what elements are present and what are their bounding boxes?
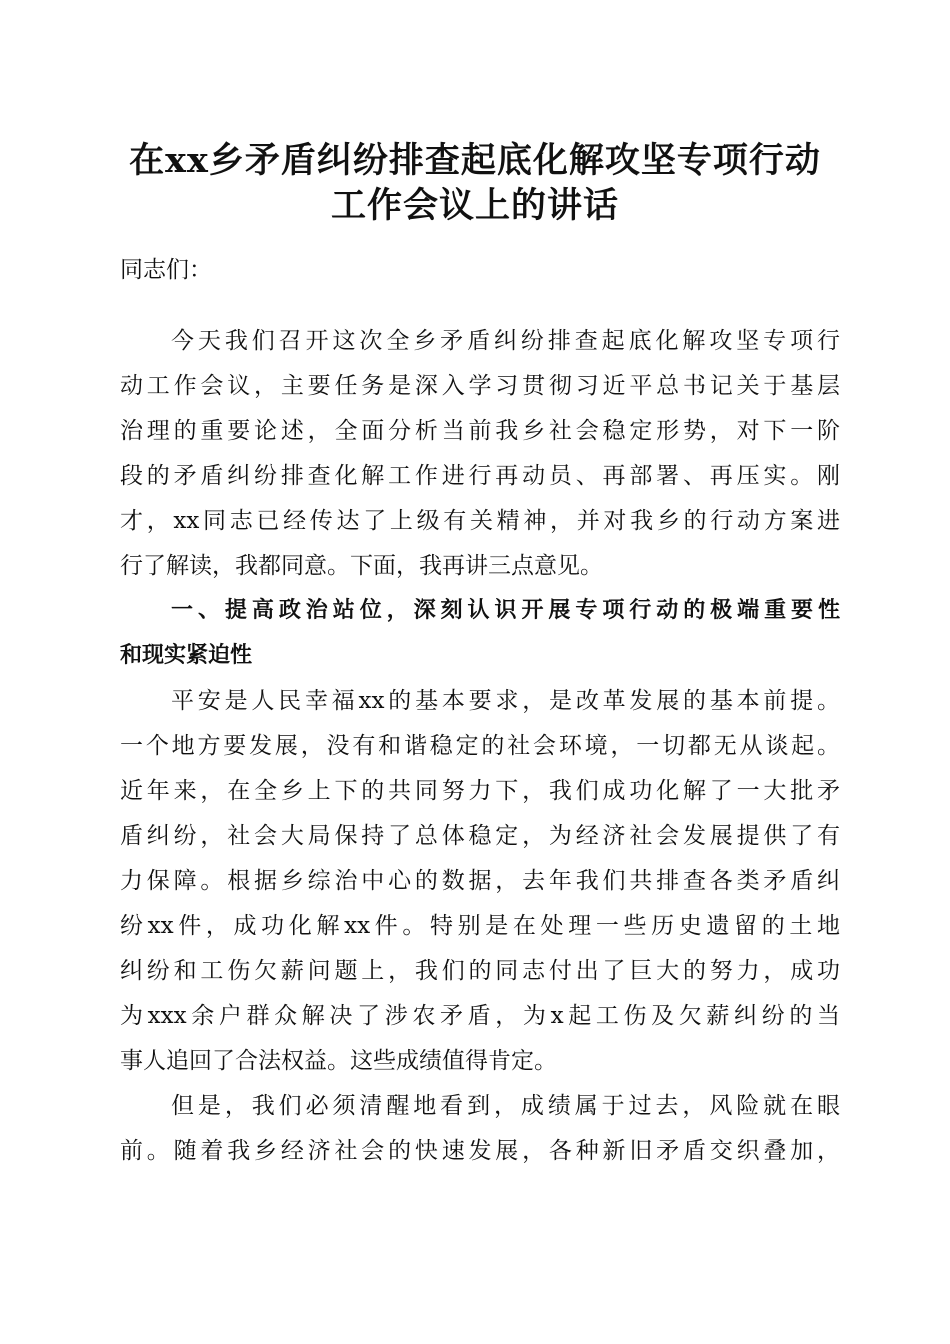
paragraph-2-line: 纷xx件，成功化解xx件。特别是在处理一些历史遗留的土地: [120, 913, 840, 939]
paragraph-2-line: 一个地方要发展，没有和谐稳定的社会环境，一切都无从谈起。: [120, 733, 840, 759]
paragraph-2-line: 力保障。根据乡综治中心的数据，去年我们共排查各类矛盾纠: [120, 868, 840, 894]
paragraph-1-line: 动工作会议，主要任务是深入学习贯彻习近平总书记关于基层: [120, 373, 840, 399]
paragraph-3-line: 但是，我们必须清醒地看到，成绩属于过去，风险就在眼: [171, 1093, 840, 1119]
paragraph-2-line: 纠纷和工伤欠薪问题上，我们的同志付出了巨大的努力，成功: [120, 958, 840, 984]
salutation: 同志们：: [120, 257, 212, 283]
document-title-line-1: 在xx乡矛盾纠纷排查起底化解攻坚专项行动: [129, 140, 821, 181]
paragraph-2-line: 平安是人民幸福xx的基本要求，是改革发展的基本前提。: [171, 688, 840, 714]
document-title-line-2: 工作会议上的讲话: [330, 185, 619, 226]
section-heading-line: 和现实紧迫性: [120, 643, 253, 668]
paragraph-2-line: 近年来，在全乡上下的共同努力下，我们成功化解了一大批矛: [120, 778, 840, 804]
paragraph-1-line: 行了解读，我都同意。下面，我再讲三点意见。: [120, 553, 603, 579]
paragraph-3-line: 前。随着我乡经济社会的快速发展，各种新旧矛盾交织叠加，: [120, 1138, 840, 1164]
paragraph-2-line: 事人追回了合法权益。这些成绩值得肯定。: [120, 1048, 557, 1074]
section-heading-line: 一、提高政治站位，深刻认识开展专项行动的极端重要性: [171, 598, 840, 623]
paragraph-1-line: 今天我们召开这次全乡矛盾纠纷排查起底化解攻坚专项行: [171, 328, 840, 354]
paragraph-2-line: 盾纠纷，社会大局保持了总体稳定，为经济社会发展提供了有: [120, 823, 840, 849]
paragraph-2-line: 为xxx余户群众解决了涉农矛盾，为x起工伤及欠薪纠纷的当: [120, 1003, 840, 1029]
paragraph-1-line: 段的矛盾纠纷排查化解工作进行再动员、再部署、再压实。刚: [120, 463, 840, 489]
paragraph-1-line: 治理的重要论述，全面分析当前我乡社会稳定形势，对下一阶: [120, 418, 840, 444]
paragraph-1-line: 才，xx同志已经传达了上级有关精神，并对我乡的行动方案进: [120, 508, 840, 534]
